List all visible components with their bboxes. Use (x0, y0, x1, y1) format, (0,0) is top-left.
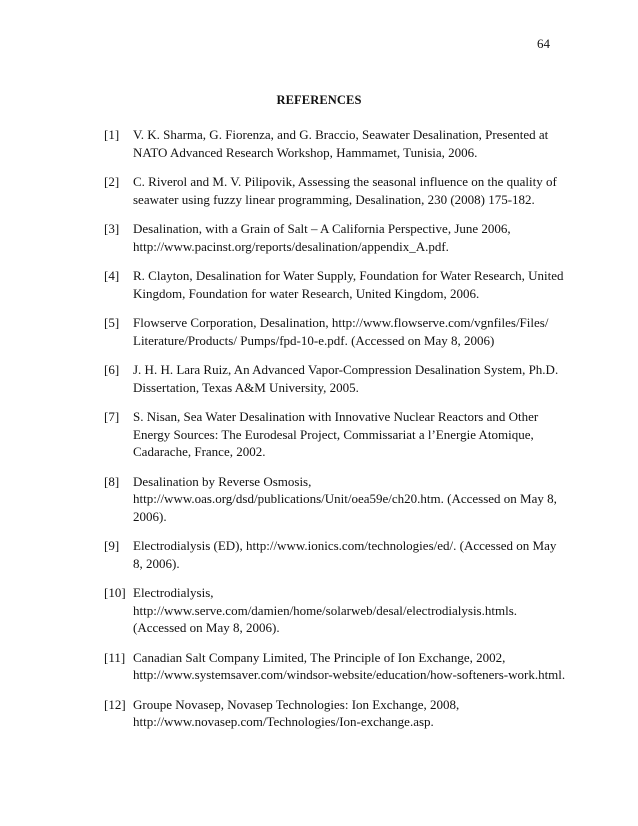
reference-item (104, 173, 564, 208)
reference-number: [2] (104, 174, 120, 189)
reference-number: [5] (104, 315, 120, 330)
reference-item (104, 473, 564, 526)
reference-text (133, 537, 564, 572)
reference-text (133, 408, 564, 461)
reference-item (104, 361, 564, 396)
reference-item (104, 267, 564, 302)
reference-line: 8, 2006). (133, 555, 180, 571)
reference-number: [8] (104, 473, 120, 489)
reference-line: Energy Sources: The Eurodesal Project, Commissariat a l’Energie Atomique, (133, 426, 534, 442)
reference-item (104, 696, 564, 731)
reference-line: Electrodialysis, (133, 585, 214, 600)
reference-text (133, 314, 564, 349)
reference-line: http://www.systemsaver.com/windsor-website/education/how-softeners-work.html. (133, 667, 566, 682)
reference-item (104, 537, 564, 572)
reference-line: Desalination by Reverse Osmosis, (133, 473, 312, 489)
reference-line: S. Nisan, Sea Water Desalination with Innovative Nuclear Reactors and Other (133, 409, 539, 424)
reference-line: Flowserve Corporation, Desalination, http://www.flowserve.com/vgnfiles/Files/ (133, 315, 549, 330)
reference-line: http://www.serve.com/damien/home/solarweb/desal/electrodialysis.htmls. (133, 602, 518, 618)
reference-text (133, 584, 564, 637)
reference-text (133, 473, 564, 526)
reference-text (133, 267, 564, 302)
reference-line: Desalination, with a Grain of Salt – A California Perspective, June 2006, (133, 221, 511, 236)
reference-line: http://www.oas.org/dsd/publications/Unit/oea59e/ch20.htm. (Accessed on May 8, (133, 491, 557, 506)
reference-line: Kingdom, Foundation for water Research, United Kingdom, 2006. (133, 285, 480, 301)
reference-line: seawater using fuzzy linear programming, Desalination, 230 (2008) 175-182. (133, 191, 535, 207)
reference-number: [7] (104, 409, 120, 424)
reference-item (104, 649, 564, 684)
reference-text (133, 649, 565, 684)
reference-item (104, 584, 564, 637)
reference-text (133, 361, 564, 396)
page-number: 64 (537, 36, 550, 51)
reference-number: [10] (104, 585, 126, 600)
reference-number: [6] (104, 362, 120, 377)
reference-line: http://www.novasep.com/Technologies/Ion-exchange.asp. (133, 714, 434, 729)
reference-line: NATO Advanced Research Workshop, Hammamet, Tunisia, 2006. (133, 144, 478, 160)
reference-item (104, 126, 564, 161)
reference-number: [4] (104, 268, 120, 283)
reference-item (104, 314, 564, 349)
reference-line: Dissertation, Texas A&M University, 2005. (133, 379, 359, 395)
page-title: REFERENCES (276, 93, 362, 107)
reference-number: [1] (104, 127, 120, 142)
reference-list (104, 126, 564, 743)
reference-number: [12] (104, 696, 126, 712)
reference-item (104, 408, 564, 461)
reference-line: J. H. H. Lara Ruiz, An Advanced Vapor-Compression Desalination System, Ph.D. (133, 362, 559, 377)
reference-line: Cadarache, France, 2002. (133, 444, 266, 459)
reference-line: Canadian Salt Company Limited, The Principle of Ion Exchange, 2002, (133, 649, 506, 665)
reference-text (133, 173, 564, 208)
reference-line: Electrodialysis (ED), http://www.ionics.com/technologies/ed/. (Accessed on May (133, 538, 557, 553)
reference-line: C. Riverol and M. V. Pilipovik, Assessing the seasonal influence on the quality of (133, 174, 557, 189)
reference-line: http://www.pacinst.org/reports/desalination/appendix_A.pdf. (133, 238, 449, 254)
reference-line: (Accessed on May 8, 2006). (133, 620, 280, 635)
reference-line: V. K. Sharma, G. Fiorenza, and G. Braccio, Seawater Desalination, Presented at (133, 127, 549, 142)
reference-text (133, 126, 564, 161)
reference-line: Literature/Products/ Pumps/fpd-10-e.pdf. (Accessed on May 8, 2006) (133, 332, 495, 348)
reference-number: [3] (104, 221, 120, 236)
reference-line: 2006). (133, 508, 167, 524)
reference-line: R. Clayton, Desalination for Water Supply, Foundation for Water Research, United (133, 268, 564, 283)
reference-text (133, 220, 564, 255)
reference-line: Groupe Novasep, Novasep Technologies: Ion Exchange, 2008, (133, 696, 460, 712)
reference-number: [9] (104, 538, 120, 553)
reference-item (104, 220, 564, 255)
reference-text (133, 696, 564, 731)
reference-number: [11] (104, 649, 126, 665)
